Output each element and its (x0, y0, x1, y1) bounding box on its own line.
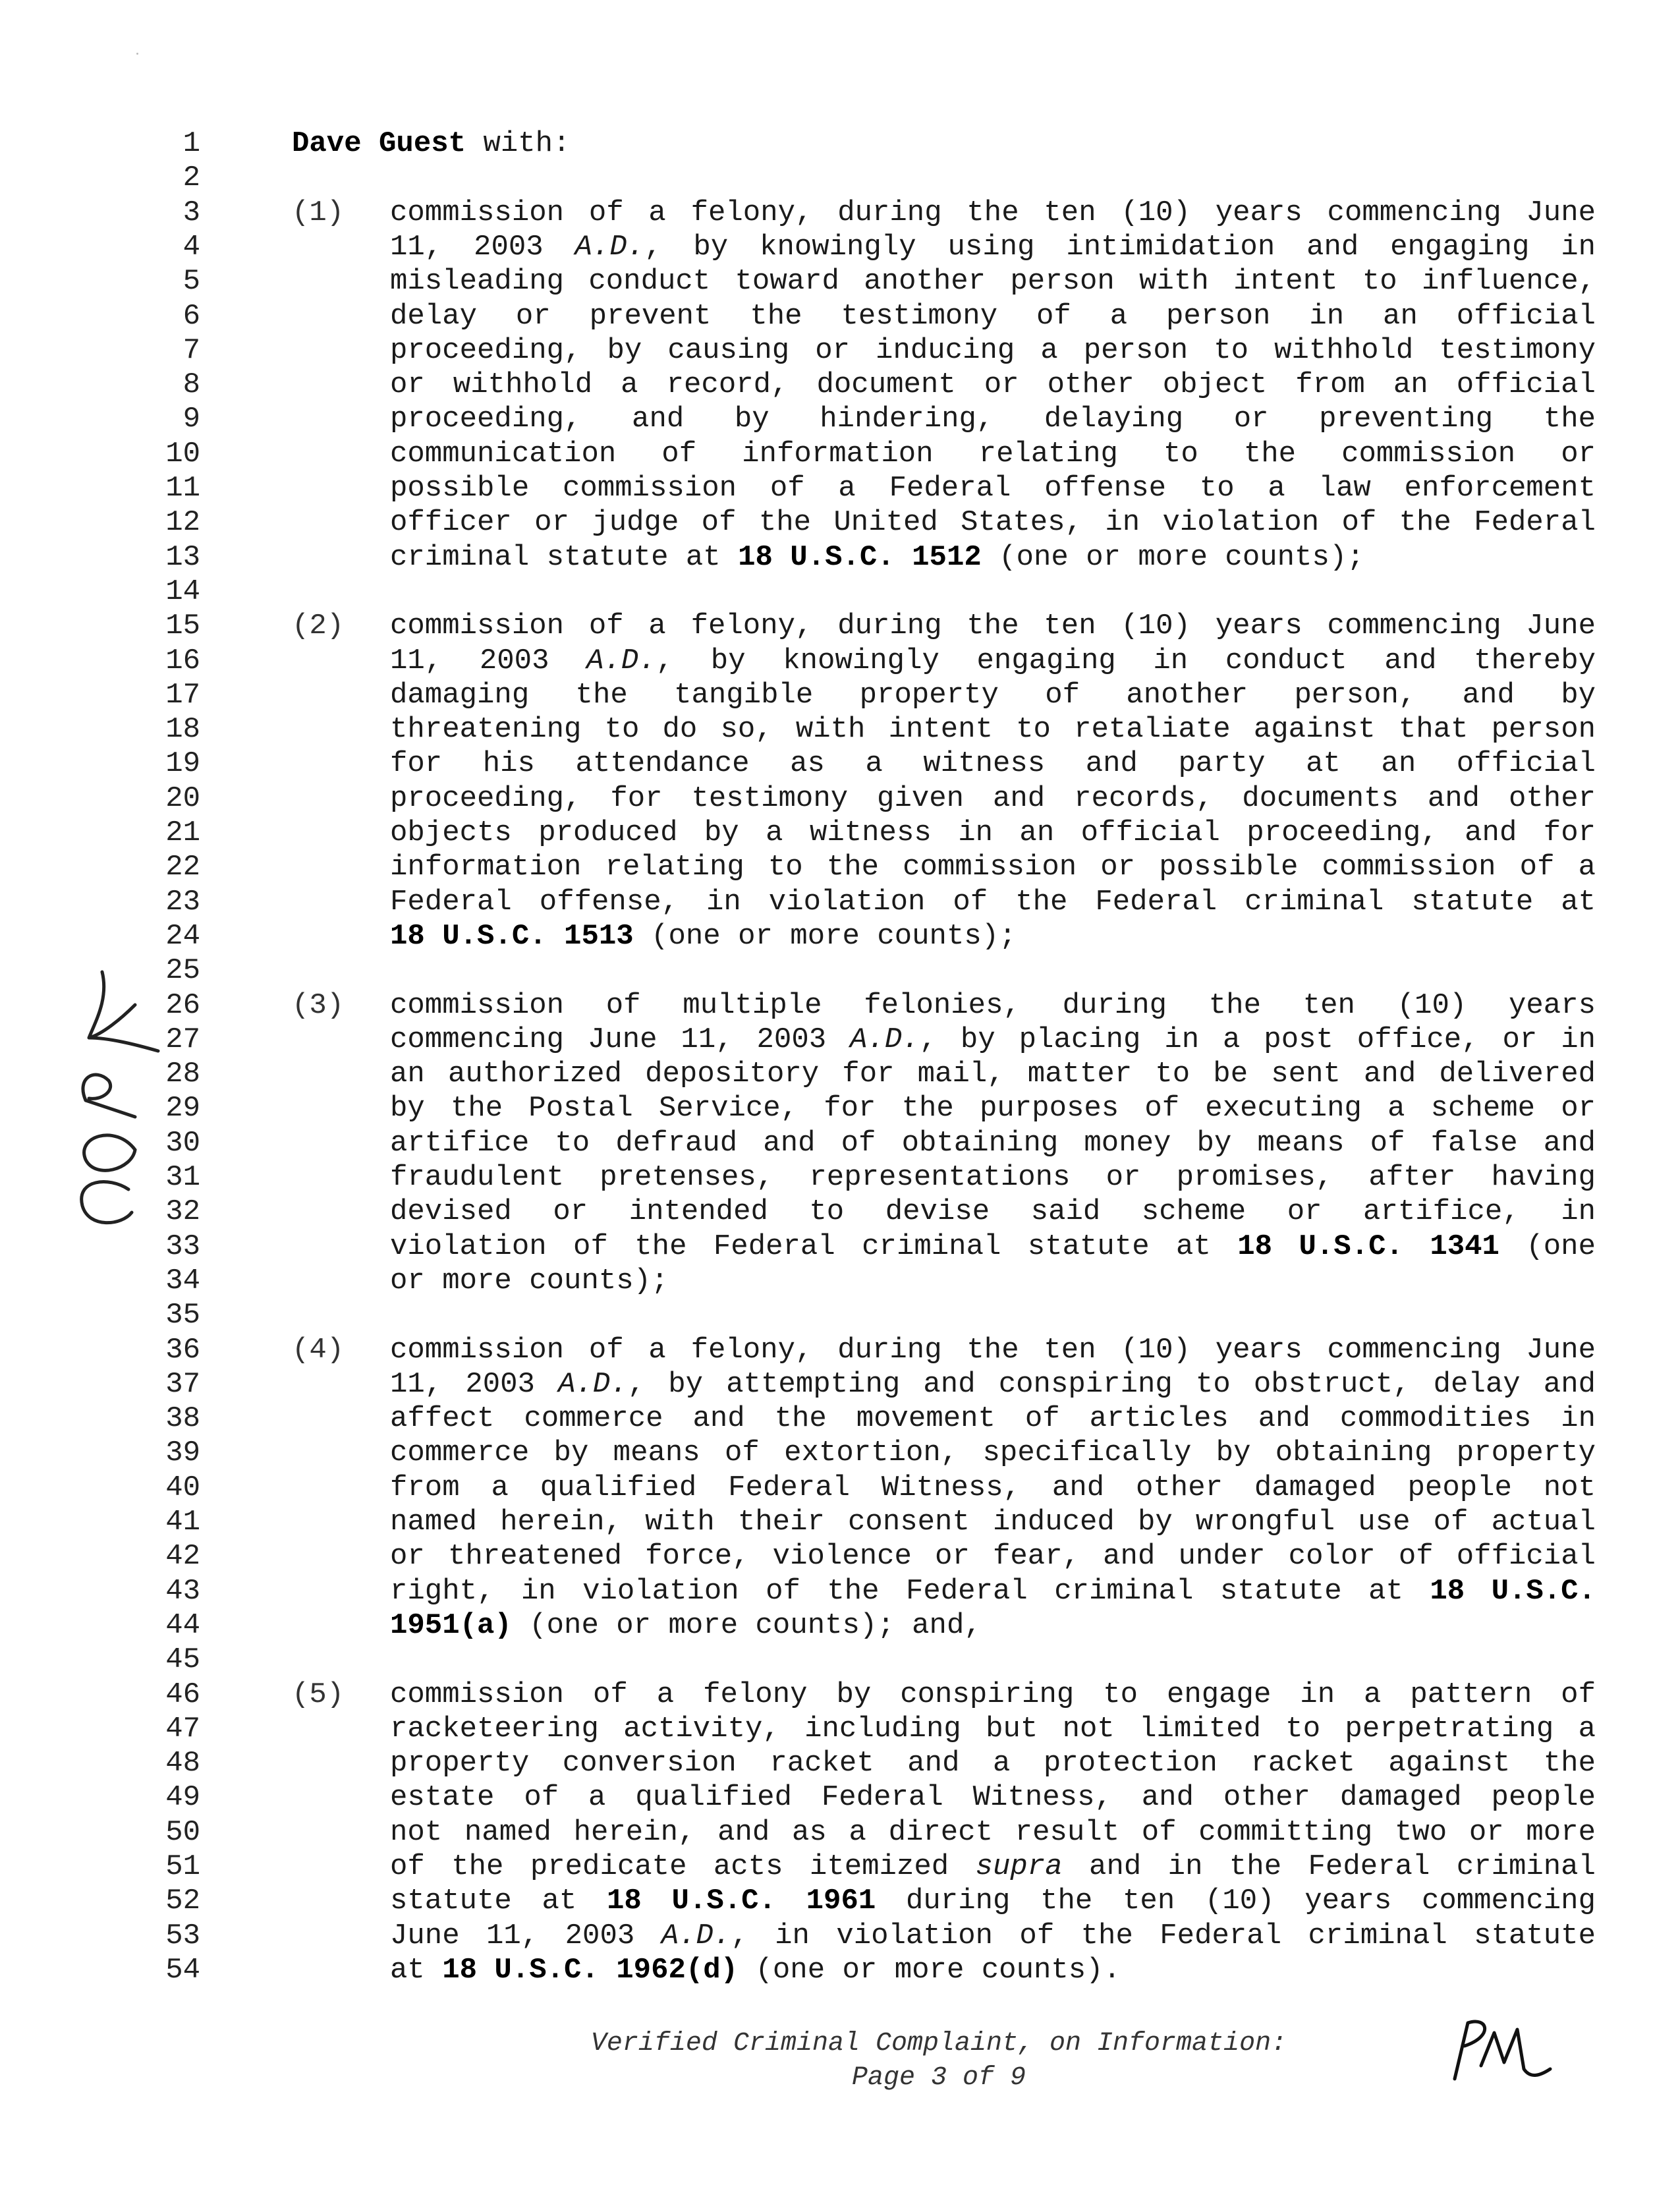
line-number: 7 (182, 333, 200, 367)
text-run: from a qualified Federal Witness, and other damaged people not (390, 1471, 1596, 1504)
signature-initials (1442, 2016, 1554, 2082)
line-number: 11 (165, 472, 200, 505)
line-number: 26 (165, 988, 200, 1022)
line-number: 20 (165, 781, 200, 815)
count-text-line (390, 1471, 1596, 1505)
text-run: violation of the Federal criminal statute at (390, 1230, 1238, 1263)
text-run: , by placing in a post office, or in (919, 1023, 1596, 1056)
text-run: , in violation of the Federal criminal statute (731, 1919, 1596, 1952)
line-number: 40 (165, 1471, 200, 1504)
line-number: 44 (165, 1608, 200, 1642)
text-run: property conversion racket and a protection racket against the (390, 1747, 1596, 1780)
text-run: or more counts); (390, 1264, 669, 1297)
text-run: by the Postal Service, for the purposes of executing a scheme or (390, 1092, 1596, 1125)
text-run: possible commission of a Federal offense to a law enforcement (390, 472, 1596, 505)
text-run: communication of information relating to the commission or (390, 437, 1596, 470)
line-number: 54 (165, 1953, 200, 1987)
footer-page-number: Page 3 of 9 (851, 2063, 1026, 2093)
count-text-line (390, 1126, 1596, 1160)
line-number: 30 (165, 1126, 200, 1160)
line-number: 17 (165, 678, 200, 712)
count-marker: (5) (292, 1678, 345, 1711)
text-run: commencing June 11, 2003 (390, 1023, 851, 1056)
text-run: commission of a felony, during the ten (10) years commencing June (390, 196, 1596, 229)
statute-citation: 18 U.S.C. 1513 (390, 919, 634, 953)
count-text-line (390, 1539, 1596, 1573)
line-number: 49 (165, 1781, 200, 1815)
intro-line (292, 127, 570, 161)
line-number: 28 (165, 1058, 200, 1091)
text-run: racketeering activity, including but not limited to perpetrating a (390, 1712, 1596, 1745)
line-number: 35 (165, 1299, 200, 1332)
italic-term: A.D. (574, 230, 645, 264)
text-run: (one or more counts); and, (511, 1608, 982, 1642)
count-text-line (390, 1850, 1596, 1884)
line-number: 24 (165, 919, 200, 953)
line-number: 15 (165, 609, 200, 643)
count-text-line (390, 850, 1596, 884)
count-text-line (390, 678, 1596, 712)
line-number: 2 (182, 161, 200, 195)
count-text-line (390, 1884, 1596, 1918)
line-number: 42 (165, 1540, 200, 1573)
count-text-line (390, 1953, 1596, 1987)
count-text-line (390, 471, 1596, 505)
text-run: right, in violation of the Federal criminal statute at (390, 1574, 1430, 1608)
text-run: statute at (390, 1884, 607, 1918)
count-text-line (390, 264, 1596, 298)
line-number: 33 (165, 1230, 200, 1263)
text-run: 11, 2003 (390, 230, 575, 264)
count-text-line (390, 1780, 1596, 1815)
count-text-line (390, 1608, 1596, 1643)
line-number: 41 (165, 1506, 200, 1539)
line-number: 48 (165, 1747, 200, 1780)
text-run: 11, 2003 (390, 1367, 559, 1401)
text-run: fraudulent pretenses, representations or promises, after having (390, 1161, 1596, 1194)
count-text-line (390, 1057, 1596, 1091)
count-text-line (390, 1091, 1596, 1125)
text-run: commission of a felony, during the ten (10) years commencing June (390, 1333, 1596, 1367)
text-run: officer or judge of the United States, in violation of the Federal (390, 506, 1596, 540)
text-run: (one or more counts); (981, 540, 1364, 574)
line-number: 37 (165, 1367, 200, 1401)
line-number: 13 (165, 540, 200, 574)
line-number: 5 (182, 265, 200, 298)
text-run: affect commerce and the movement of articles and commodities in (390, 1402, 1596, 1436)
text-run: objects produced by a witness in an official proceeding, and for (390, 816, 1596, 849)
intro-text: with: (466, 127, 571, 160)
text-run: (one or more counts); (633, 919, 1017, 953)
statute-citation: 18 U.S.C. 1962(d) (442, 1953, 739, 1987)
count-text-line (390, 1505, 1596, 1539)
line-number: 53 (165, 1919, 200, 1952)
footer-title: Verified Criminal Complaint, on Information: (590, 2029, 1287, 2058)
count-text-line (390, 1367, 1596, 1402)
count-text-line (390, 540, 1596, 575)
count-text-line (390, 299, 1596, 333)
line-number: 51 (165, 1850, 200, 1883)
count-marker: (3) (292, 988, 345, 1022)
italic-term: A.D. (558, 1367, 628, 1401)
statute-citation: 18 U.S.C. 1512 (738, 540, 982, 574)
text-run: Federal offense, in violation of the Federal criminal statute at (390, 885, 1596, 919)
line-number: 12 (165, 506, 200, 540)
text-run: (one (1499, 1230, 1596, 1263)
line-number: 6 (182, 299, 200, 333)
count-text-line (390, 885, 1596, 919)
italic-term: A.D. (850, 1023, 920, 1056)
text-run: 11, 2003 (390, 644, 587, 677)
count-text-line (390, 1678, 1596, 1712)
line-number: 8 (182, 368, 200, 402)
line-number: 34 (165, 1264, 200, 1297)
text-run: named herein, with their consent induced by wrongful use of actual (390, 1506, 1596, 1539)
text-run: proceeding, and by hindering, delaying or preventing the (390, 403, 1596, 436)
line-number: 45 (165, 1643, 200, 1677)
count-text-line (390, 1436, 1596, 1470)
text-run: during the ten (10) years commencing (876, 1884, 1596, 1918)
line-number: 47 (165, 1712, 200, 1745)
line-number: 23 (165, 885, 200, 919)
count-text-line (390, 1919, 1596, 1953)
count-text-line (390, 1574, 1596, 1608)
line-number: 32 (165, 1195, 200, 1229)
text-run: information relating to the commission or possible commission of a (390, 851, 1596, 884)
text-run: commission of a felony, during the ten (10) years commencing June (390, 609, 1596, 643)
text-run: commission of multiple felonies, during the ten (10) years (390, 988, 1596, 1022)
line-number: 22 (165, 851, 200, 884)
line-number: 25 (165, 954, 200, 988)
text-run: or threatened force, violence or fear, and under color of official (390, 1540, 1596, 1573)
line-number: 4 (182, 230, 200, 264)
line-number: 36 (165, 1333, 200, 1367)
italic-term: A.D. (586, 644, 656, 677)
text-run: commission of a felony by conspiring to engage in a pattern of (390, 1678, 1596, 1711)
line-number: 1 (182, 127, 200, 160)
line-number: 27 (165, 1023, 200, 1056)
line-number: 29 (165, 1092, 200, 1125)
line-number: 31 (165, 1161, 200, 1194)
line-number: 16 (165, 644, 200, 677)
text-run: for his attendance as a witness and party at an official (390, 747, 1596, 781)
statute-citation: 18 U.S.C. (1430, 1574, 1596, 1608)
count-text-line (390, 505, 1596, 540)
text-run: threatening to do so, with intent to retaliate against that person (390, 713, 1596, 747)
line-number: 52 (165, 1884, 200, 1918)
text-run: estate of a qualified Federal Witness, and other damaged people (390, 1781, 1596, 1815)
text-run: or withhold a record, document or other object from an official (390, 368, 1596, 402)
statute-citation: 18 U.S.C. 1341 (1237, 1230, 1499, 1263)
count-text-line (390, 1712, 1596, 1746)
count-marker: (2) (292, 609, 345, 643)
line-number: 50 (165, 1815, 200, 1849)
text-run: (one or more counts). (738, 1953, 1121, 1987)
text-run: not named herein, and as a direct result of committing two or more (390, 1815, 1596, 1849)
page-footer (395, 2027, 1482, 2095)
copy-handwritten-stamp (36, 959, 161, 1235)
count-text-line (390, 609, 1596, 643)
line-number: 46 (165, 1678, 200, 1711)
count-text-line (390, 1402, 1596, 1436)
count-text-line (390, 1195, 1596, 1229)
text-run: delay or prevent the testimony of a person in an official (390, 299, 1596, 333)
count-text-line (390, 230, 1596, 264)
count-text-line (390, 1746, 1596, 1780)
count-text-line (390, 988, 1596, 1023)
count-text-line (390, 1264, 1596, 1298)
line-number: 14 (165, 575, 200, 608)
text-run: , by knowingly engaging in conduct and thereby (656, 644, 1596, 677)
count-text-line (390, 1160, 1596, 1195)
line-number: 21 (165, 816, 200, 849)
line-number: 39 (165, 1436, 200, 1470)
text-run: of the predicate acts itemized (390, 1850, 976, 1883)
text-run: proceeding, for testimony given and records, documents and other (390, 781, 1596, 815)
count-marker: (4) (292, 1333, 345, 1367)
line-number: 10 (165, 437, 200, 470)
text-run: devised or intended to devise said scheme or artifice, in (390, 1195, 1596, 1229)
count-text-line (390, 1333, 1596, 1367)
text-run: , by knowingly using intimidation and engaging in (644, 230, 1596, 264)
text-run: , by attempting and conspiring to obstruct, delay and (627, 1367, 1596, 1401)
text-run: June 11, 2003 (390, 1919, 661, 1952)
count-text-line (390, 747, 1596, 781)
text-run: at (390, 1953, 443, 1987)
text-run: criminal statute at (390, 540, 739, 574)
count-text-line (390, 402, 1596, 436)
count-text-line (390, 644, 1596, 678)
statute-citation: 1951(a) (390, 1608, 512, 1642)
text-run: artifice to defraud and of obtaining money by means of false and (390, 1126, 1596, 1160)
count-text-line (390, 1815, 1596, 1850)
text-run: proceeding, by causing or inducing a person to withhold testimony (390, 333, 1596, 367)
count-text-line (390, 1230, 1596, 1264)
text-run: damaging the tangible property of another person, and by (390, 678, 1596, 712)
defendant-name: Dave Guest (292, 127, 466, 160)
count-text-line (390, 781, 1596, 816)
count-text-line (390, 712, 1596, 747)
count-text-line (390, 333, 1596, 368)
line-number: 18 (165, 713, 200, 747)
line-number: 19 (165, 747, 200, 781)
count-text-line (390, 1023, 1596, 1057)
count-text-line (390, 919, 1596, 953)
text-run: misleading conduct toward another person with intent to influence, (390, 265, 1596, 298)
count-text-line (390, 196, 1596, 230)
line-number: 38 (165, 1402, 200, 1436)
line-number: 43 (165, 1574, 200, 1608)
text-run: an authorized depository for mail, matter to be sent and delivered (390, 1058, 1596, 1091)
count-text-line (390, 368, 1596, 402)
count-text-line (390, 437, 1596, 471)
count-marker: (1) (292, 196, 345, 229)
statute-citation: 18 U.S.C. 1961 (607, 1884, 876, 1918)
line-number: 3 (182, 196, 200, 229)
italic-term: supra (975, 1850, 1063, 1883)
count-text-line (390, 816, 1596, 850)
line-number: 9 (182, 403, 200, 436)
text-run: commerce by means of extortion, specifically by obtaining property (390, 1436, 1596, 1470)
text-run: and in the Federal criminal (1062, 1850, 1596, 1883)
italic-term: A.D. (661, 1919, 731, 1952)
